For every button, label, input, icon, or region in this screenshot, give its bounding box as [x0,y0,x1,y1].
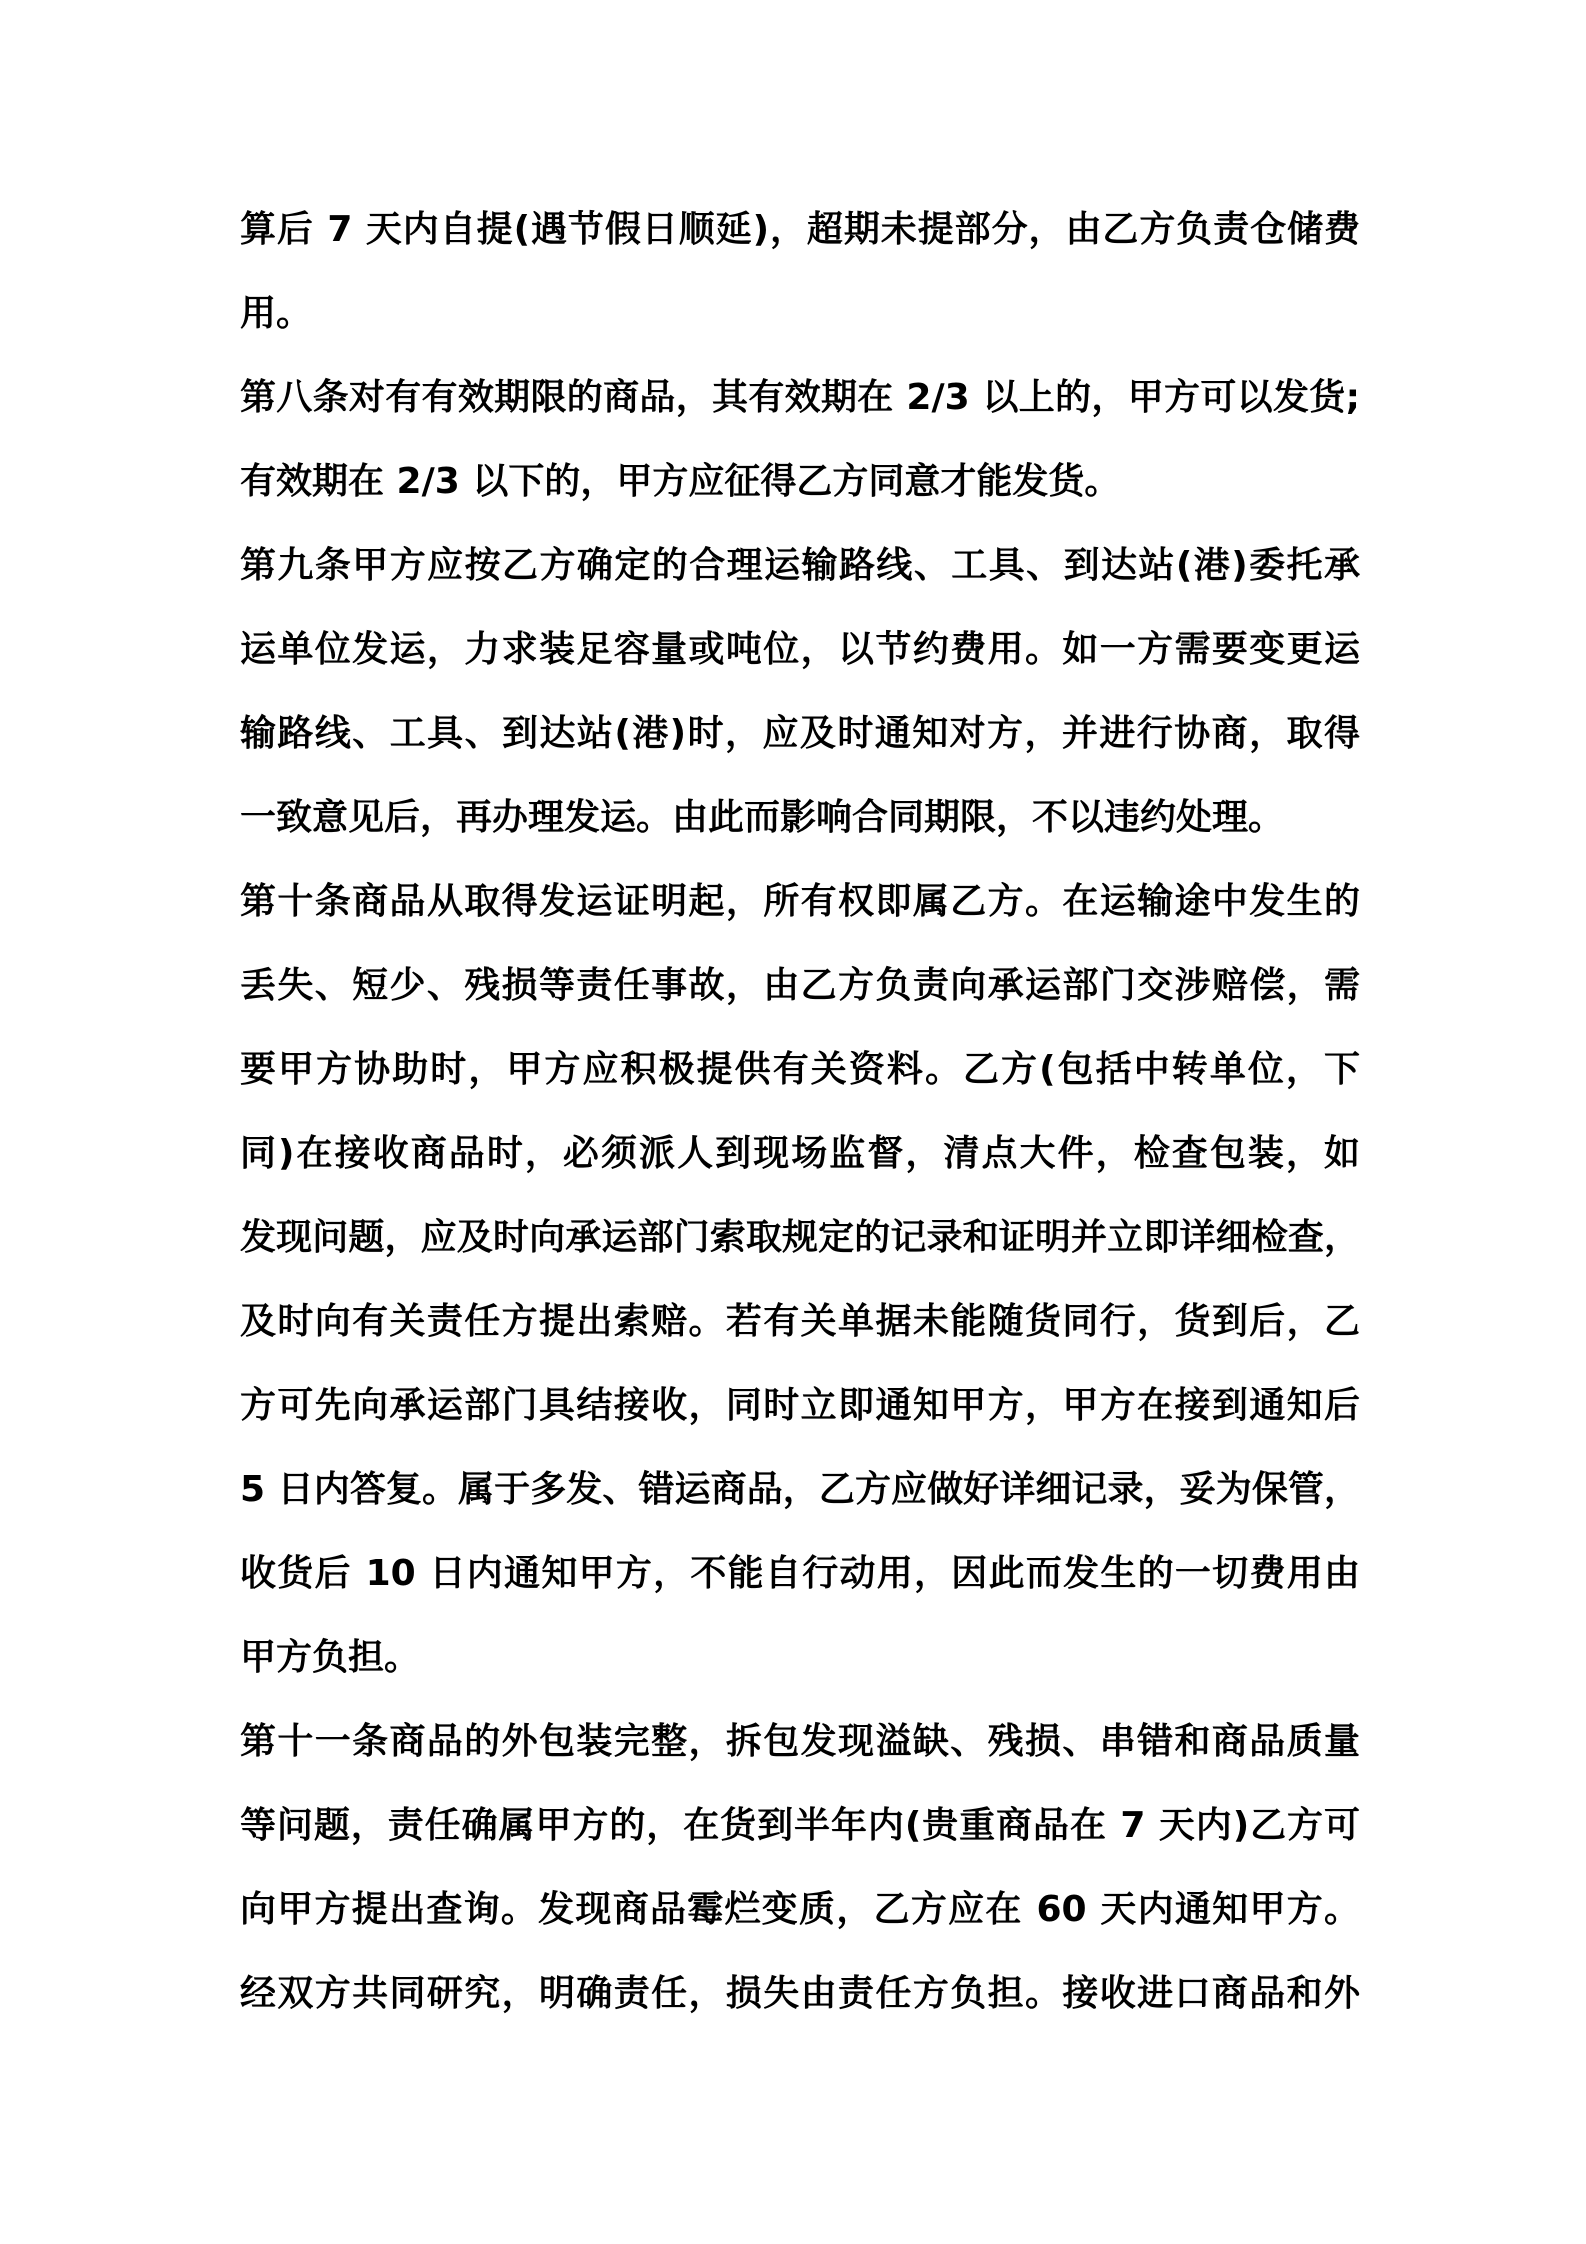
text-line-5: 第九条甲方应按乙方确定的合理运输路线、工具、到达站(港)委托承 [240,545,1360,586]
text-line-14: 及时向有关责任方提出索赔。若有关单据未能随货同行，货到后，乙 [240,1301,1360,1342]
text-line-2: 用。 [240,293,313,334]
text-line-4: 有效期在 2/3 以下的，甲方应征得乙方同意才能发货。 [240,461,1121,502]
text-line-1: 算后 7 天内自提(遇节假日顺延)，超期未提部分，由乙方负责仓储费 [240,209,1360,250]
text-line-16: 5 日内答复。属于多发、错运商品，乙方应做好详细记录，妥为保管， [240,1469,1360,1510]
text-line-10: 丢失、短少、残损等责任事故，由乙方负责向承运部门交涉赔偿，需 [240,965,1360,1006]
text-line-21: 向甲方提出查询。发现商品霉烂变质，乙方应在 60 天内通知甲方。 [240,1889,1360,1930]
text-line-20: 等问题，责任确属甲方的，在货到半年内(贵重商品在 7 天内)乙方可 [240,1805,1360,1846]
text-line-13: 发现问题，应及时向承运部门索取规定的记录和证明并立即详细检查， [240,1217,1360,1258]
text-line-12: 同)在接收商品时，必须派人到现场监督，清点大件，检查包装，如 [240,1133,1360,1174]
text-line-8: 一致意见后，再办理发运。由此而影响合同期限，不以违约处理。 [240,797,1285,838]
text-line-7: 输路线、工具、到达站(港)时，应及时通知对方，并进行协商，取得 [240,713,1360,754]
text-line-3: 第八条对有有效期限的商品，其有效期在 2/3 以上的，甲方可以发货; [240,377,1360,418]
text-line-22: 经双方共同研究，明确责任，损失由责任方负担。接收进口商品和外 [240,1973,1360,2014]
text-line-11: 要甲方协助时，甲方应积极提供有关资料。乙方(包括中转单位，下 [240,1049,1360,1090]
text-line-18: 甲方负担。 [240,1637,421,1678]
text-line-15: 方可先向承运部门具结接收，同时立即通知甲方，甲方在接到通知后 [240,1385,1360,1426]
text-line-19: 第十一条商品的外包装完整，拆包发现溢缺、残损、串错和商品质量 [240,1721,1360,1762]
text-line-17: 收货后 10 日内通知甲方，不能自行动用，因此而发生的一切费用由 [240,1553,1360,1594]
contract-text-block [240,188,1360,2036]
text-line-9: 第十条商品从取得发运证明起，所有权即属乙方。在运输途中发生的 [240,881,1360,922]
text-line-6: 运单位发运，力求装足容量或吨位，以节约费用。如一方需要变更运 [240,629,1360,670]
